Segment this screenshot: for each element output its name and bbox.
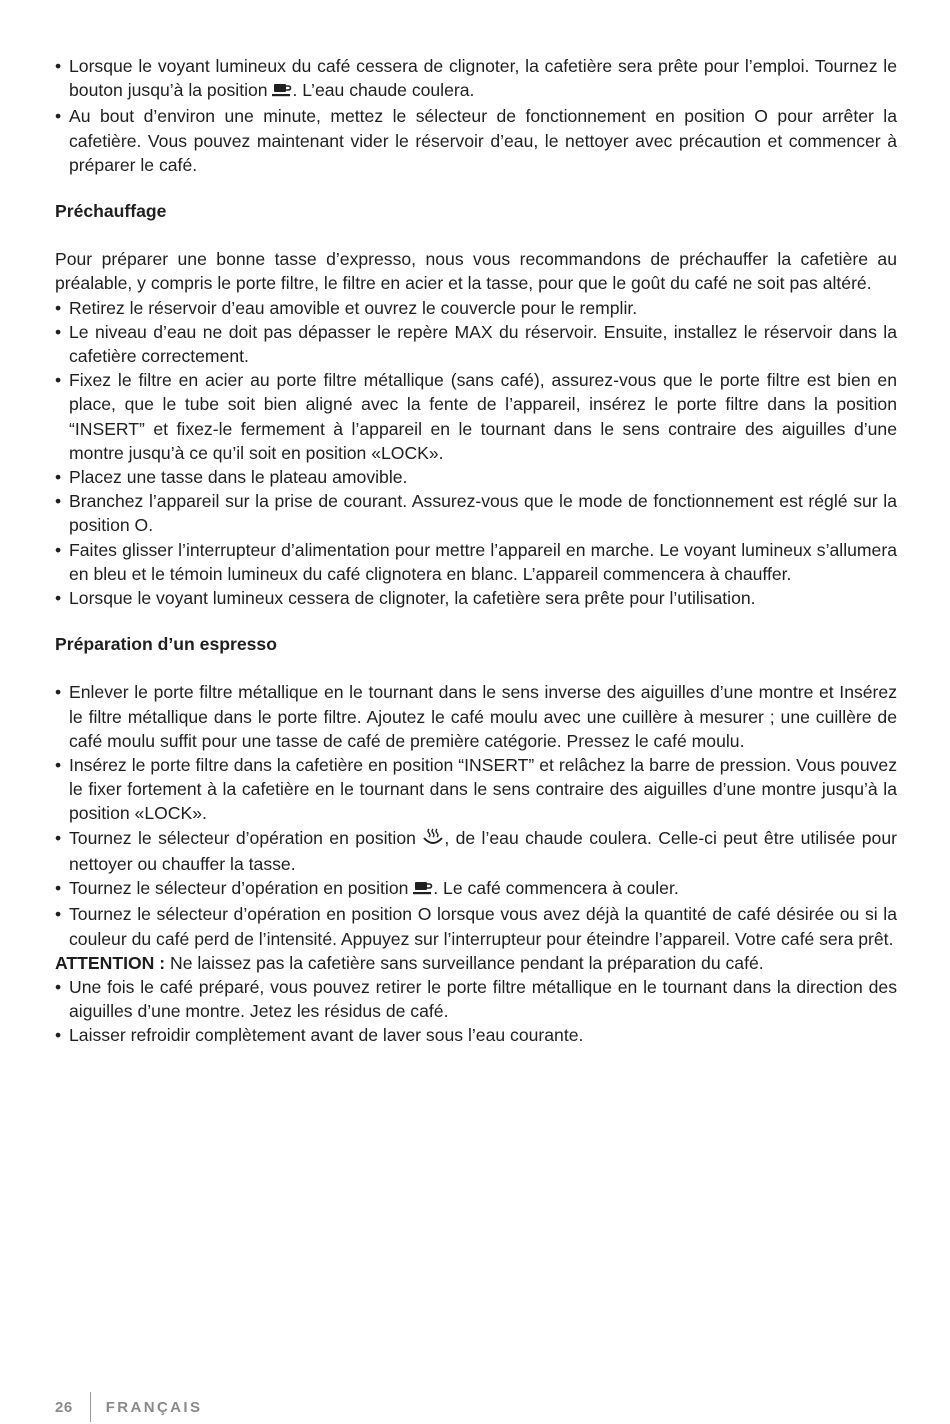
coffee-cup-icon xyxy=(272,80,292,104)
list-item: • Une fois le café préparé, vous pouvez retirer le porte filtre métallique en le tournant dans la direction des aiguilles d’une montre. Jetez les résidus de café. xyxy=(55,975,897,1023)
manual-page xyxy=(55,54,897,1048)
attention-note xyxy=(55,951,897,975)
list-item: • Au bout d’environ une minute, mettez le sélecteur de fonctionnement en position O pour arrêter la cafetière. Vous pouvez maintenant vider le réservoir d’eau, le nettoyer avec précaution et commencer à préparer le café. xyxy=(55,104,897,177)
page-footer xyxy=(55,1391,202,1423)
list-item: • Insérez le porte filtre dans la cafetière en position “INSERT” et relâchez la barre de pression. Vous pouvez le fixer fortement à la cafetière en le tournant dans le sens contraire des aiguilles d’une montre jusqu’à la position «LOCK». xyxy=(55,753,897,826)
list-item: • Lorsque le voyant lumineux cessera de clignoter, la cafetière sera prête pour l’utilisation. xyxy=(55,586,897,610)
language-label: FRANÇAIS xyxy=(105,1398,203,1416)
prechauffage-list xyxy=(55,296,897,611)
prechauffage-intro: Pour préparer une bonne tasse d’expresso, nous vous recommandons de préchauffer la cafetière au préalable, y compris le porte filtre, le filtre en acier et la tasse, pour que le goût du café ne soit pas altéré. xyxy=(55,249,897,294)
list-item xyxy=(55,876,897,902)
page-number: 26 xyxy=(55,1398,73,1416)
list-item xyxy=(55,826,897,876)
list-item: • Enlever le porte filtre métallique en le tournant dans le sens inverse des aiguilles d’une montre et Insérez le filtre métallique dans le porte filtre. Ajoutez le café moulu avec une cuillère à mesurer ; une cuillère de café moulu suffit pour une tasse de café de première catégorie. Pressez le café moulu. xyxy=(55,680,897,753)
list-item: • Faites glisser l’interrupteur d’alimentation pour mettre l’appareil en marche. Le voyant lumineux s’allumera en bleu et le témoin lumineux du café clignotera en blanc. L’appareil commencera à chauffer. xyxy=(55,538,897,586)
intro-list xyxy=(55,54,897,177)
hot-water-icon xyxy=(422,828,444,852)
step-text: . Le café commencera à couler. xyxy=(433,878,679,899)
preparation-list xyxy=(55,680,897,950)
list-item: • Le niveau d’eau ne doit pas dépasser le repère MAX du réservoir. Ensuite, installez le réservoir dans la cafetière correctement. xyxy=(55,320,897,368)
list-item: • Tournez le sélecteur d’opération en position O lorsque vous avez déjà la quantité de café désirée ou si la couleur du café perd de l’intensité. Appuyez sur l’interrupteur pour éteindre l’appareil. Votre café sera prêt. xyxy=(55,902,897,950)
intro-text: Lorsque le voyant lumineux du café cessera de clignoter, la cafetière sera prête pour l’emploi. Tournez le bouton jusqu’à la position xyxy=(69,56,897,101)
list-item: • Branchez l’appareil sur la prise de courant. Assurez-vous que le mode de fonctionnement est réglé sur la position O. xyxy=(55,489,897,537)
step-text: Tournez le sélecteur d’opération en position xyxy=(69,878,414,899)
list-item: • Fixez le filtre en acier au porte filtre métallique (sans café), assurez-vous que le porte filtre est bien en place, que le tube soit bien aligné avec la fente de l’appareil, insérez le porte filtre dans la position “INSERT” et fixez-le fermement à l’appareil en le tournant dans le sens contraire des aiguilles d’une montre jusqu’à ce qu’il soit en position «LOCK». xyxy=(55,368,897,465)
after-list xyxy=(55,975,897,1048)
coffee-cup-icon xyxy=(413,878,433,902)
step-text: , de l’eau chaude coulera. Celle-ci peut être utilisée pour nettoyer ou chauffer la tasse. xyxy=(69,827,897,874)
section-heading-prechauffage: Préchauffage xyxy=(55,201,167,222)
list-item: • Laisser refroidir complètement avant de laver sous l’eau courante. xyxy=(55,1023,897,1047)
footer-divider xyxy=(90,1392,91,1422)
intro-text: . L’eau chaude coulera. xyxy=(292,80,475,101)
attention-label: ATTENTION : xyxy=(55,952,166,973)
section-heading-preparation: Préparation d’un espresso xyxy=(55,634,277,655)
step-text: Tournez le sélecteur d’opération en position xyxy=(69,827,423,848)
attention-text: Ne laissez pas la cafetière sans surveillance pendant la préparation du café. xyxy=(165,952,764,973)
list-item: • Placez une tasse dans le plateau amovible. xyxy=(55,465,897,489)
list-item: • Retirez le réservoir d’eau amovible et ouvrez le couvercle pour le remplir. xyxy=(55,296,897,320)
list-item xyxy=(55,54,897,104)
